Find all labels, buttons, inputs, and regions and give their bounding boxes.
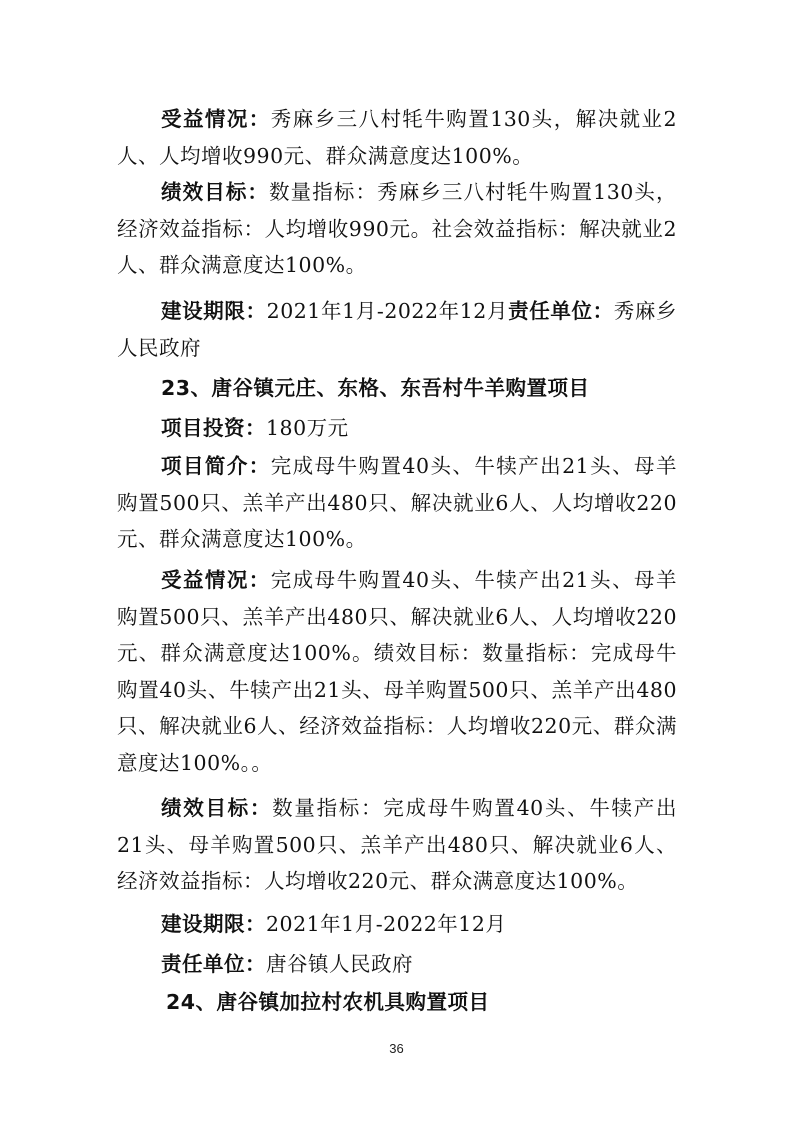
text-performance: 数量指标：秀麻乡三八村牦牛购置130头，经济效益指标：人均增收990元。社会效益指标：解决就业2人、群众满意度达100%。 [117,180,677,277]
text-period: 2021年1月-2022年12月 [266,912,507,936]
paragraph-performance-sanba [117,174,677,284]
label-summary: 项目简介： [161,454,271,478]
paragraph-benefit-sanba [117,101,677,174]
text-performance: 数量指标：完成母牛购置40头、牛犊产出21头、母羊购置500只、羔羊产出480只、解决就业6人、经济效益指标：人均增收220元、群众满意度达100%。 [117,796,678,893]
paragraph-benefit-tanggu [117,562,677,781]
page-number: 36 [389,1041,404,1056]
section-heading-24: 24、唐谷镇加拉村农机具购置项目 [166,990,490,1014]
text-benefit: 完成母牛购置40头、牛犊产出21头、母羊购置500只、羔羊产出480只、解决就业6人、人均增收220元、群众满意度达100%。绩效目标：数量指标：完成母牛购置40头、牛犊产出21头、母羊购置500只、羔羊产出480只、解决就业6人、经济效益指标：人均增收220元、群众满意度达100%。。 [117,568,677,775]
section-heading-23: 23、唐谷镇元庄、东格、东吾村牛羊购置项目 [161,376,590,400]
label-benefit: 受益情况： [161,568,271,592]
paragraph-responsible-tanggu [117,946,677,983]
label-responsible: 责任单位： [508,299,614,323]
text-responsible: 唐谷镇人民政府 [266,952,413,976]
label-responsible: 责任单位： [161,952,266,976]
label-performance: 绩效目标： [161,180,270,204]
text-responsible: 秀麻乡人民政府 [117,299,678,360]
label-period: 建设期限： [161,299,267,323]
text-investment: 180万元 [266,416,349,440]
label-benefit: 受益情况： [161,107,271,131]
paragraph-period-tanggu [117,906,677,943]
paragraph-summary [117,448,677,558]
paragraph-investment [117,410,677,447]
text-benefit: 秀麻乡三八村牦牛购置130头，解决就业2人、人均增收990元、群众满意度达100%。 [117,107,677,168]
label-period: 建设期限： [161,912,266,936]
paragraph-period-sanba [117,293,677,366]
label-investment: 项目投资： [161,416,266,440]
paragraph-performance-tanggu [117,790,677,900]
text-summary: 完成母牛购置40头、牛犊产出21头、母羊购置500只、羔羊产出480只、解决就业6人、人均增收220元、群众满意度达100%。 [117,454,677,551]
label-performance: 绩效目标： [161,796,273,820]
text-period: 2021年1月-2022年12月 [266,299,509,323]
